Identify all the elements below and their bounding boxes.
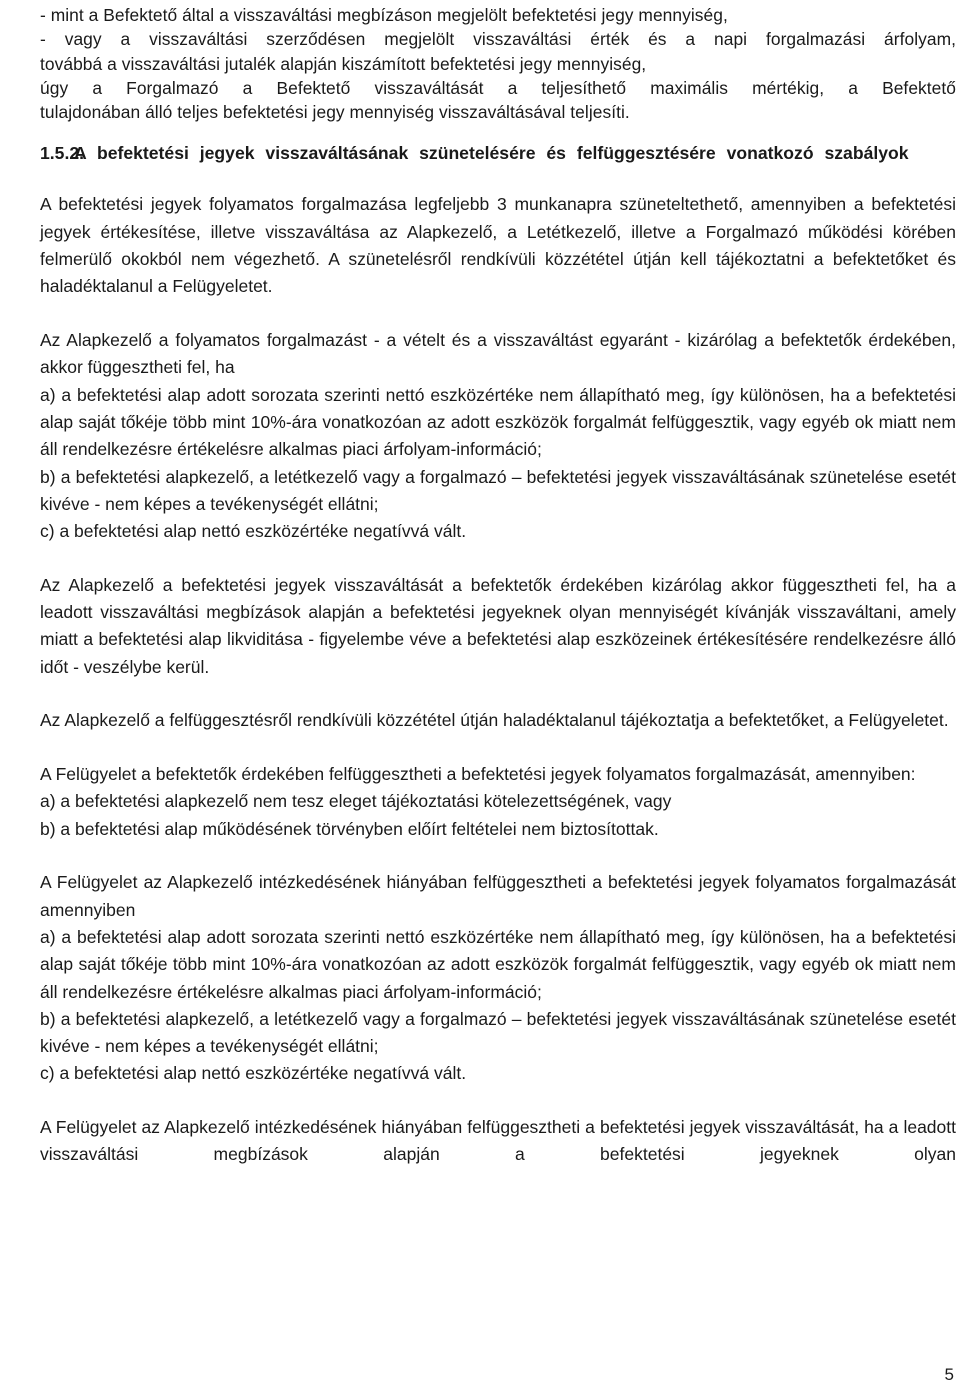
text-line: - vagy a visszaváltási szerződésen megjelölt visszaváltási érték és a napi forgalmazási árfolyam, — [40, 29, 956, 50]
paragraph-block — [40, 761, 956, 843]
paragraph: A Felügyelet a befektetők érdekében felfüggesztheti a befektetési jegyek folyamatos forgalmazását, amennyiben: — [40, 764, 916, 785]
paragraph-block — [40, 1114, 956, 1169]
continuation-lines — [40, 0, 956, 124]
section-heading — [40, 141, 956, 165]
paragraph-block — [40, 572, 956, 681]
paragraph: A befektetési jegyek folyamatos forgalmazása legfeljebb 3 munkanapra szüneteltethető, amennyiben a befektetési jegyek értékesítése, illetve visszaváltása az Alapkezelő, a Letétkezelő, illetve a Forgalmazó működési körében felmerülő okokból nem végezhető. A szünetelésről rendkívüli közzététel útján kell tájékoztatni a befektetőket és haladéktalanul a Felügyeletet. — [40, 194, 956, 297]
paragraph-block — [40, 191, 956, 300]
paragraph: Az Alapkezelő a felfüggesztésről rendkívüli közzététel útján haladéktalanul tájékoztatja a befektetőket, a Felügyeletet. — [40, 710, 949, 731]
text-line: - mint a Befektető által a visszaváltási megbízáson megjelölt befektetési jegy mennyiség, — [40, 5, 728, 25]
list-item: a) a befektetési alap adott sorozata szerinti nettó eszközértéke nem állapítható meg, így különösen, ha a befektetési alap saját tőkéje több mint 10%-ára vonatkozóan az adott eszközök forgalmát felfüggesztik, vagy egyéb ok miatt nem áll rendelkezésre értékelésre alkalmas piaci árfolyam-információ; — [40, 384, 956, 460]
list-item: b) a befektetési alapkezelő, a letétkezelő vagy a forgalmazó – befektetési jegyek visszaváltásának szünetelése esetét kivéve - nem képes a tevékenységét ellátni; — [40, 466, 956, 514]
paragraph: Az Alapkezelő a folyamatos forgalmazást - a vételt és a visszaváltást egyaránt - kizárólag a befektetők érdekében, akkor függesztheti fel, ha — [40, 330, 956, 378]
paragraph-block — [40, 869, 956, 1087]
paragraph: A Felügyelet az Alapkezelő intézkedésének hiányában felfüggesztheti a befektetési jegyek visszaváltását, ha a leadott visszaváltási megbízások alapján a befektetési jegyeknek olyan — [40, 1117, 956, 1165]
list-item: a) a befektetési alap adott sorozata szerinti nettó eszközértéke nem állapítható meg, így különösen, ha a befektetési alap saját tőkéje több mint 10%-ára vonatkozóan az adott eszközök forgalmát felfüggesztik, vagy egyéb ok miatt nem áll rendelkezésre értékelésre alkalmas piaci árfolyam-információ; — [40, 926, 956, 1002]
section-number: 1.5.2. — [40, 143, 85, 164]
list-item: b) a befektetési alap működésének törvényben előírt feltételei nem biztosítottak. — [40, 818, 659, 839]
section-title: A befektetési jegyek visszaváltásának szünetelésére és felfüggesztésére vonatkozó szabályok — [74, 143, 909, 164]
paragraph: Az Alapkezelő a befektetési jegyek visszaváltását a befektetők érdekében kizárólag akkor függesztheti fel, ha a leadott visszaváltási megbízások alapján a befektetési jegyeknek olyan mennyiségét kívánják visszaváltani, amely miatt a befektetési alap likviditása - figyelembe véve a befektetési alap eszközeinek értékesítésére rendelkezésre álló időt - veszélybe kerül. — [40, 574, 956, 677]
list-item: c) a befektetési alap nettó eszközértéke negatívvá vált. — [40, 521, 467, 542]
list-item: a) a befektetési alapkezelő nem tesz eleget tájékoztatási kötelezettségének, vagy — [40, 791, 672, 812]
text-line: továbbá a visszaváltási jutalék alapján kiszámított befektetési jegy mennyiség, — [40, 53, 647, 74]
text-line: tulajdonában álló teljes befektetési jegy mennyiség visszaváltásával teljesíti. — [40, 102, 630, 123]
paragraph-block — [40, 707, 956, 734]
paragraph: A Felügyelet az Alapkezelő intézkedésének hiányában felfüggesztheti a befektetési jegyek folyamatos forgalmazását amennyiben — [40, 872, 956, 920]
list-item: c) a befektetési alap nettó eszközértéke negatívvá vált. — [40, 1063, 467, 1084]
text-line: úgy a Forgalmazó a Befektető visszaváltását a teljesíthető maximális mértékig, a Befektető — [40, 77, 956, 98]
document-page — [40, 0, 956, 1169]
paragraph-block — [40, 327, 956, 545]
page-number: 5 — [944, 1365, 954, 1384]
list-item: b) a befektetési alapkezelő, a letétkezelő vagy a forgalmazó – befektetési jegyek visszaváltásának szünetelése esetét kivéve - nem képes a tevékenységét ellátni; — [40, 1008, 956, 1057]
body-text — [40, 191, 956, 1168]
